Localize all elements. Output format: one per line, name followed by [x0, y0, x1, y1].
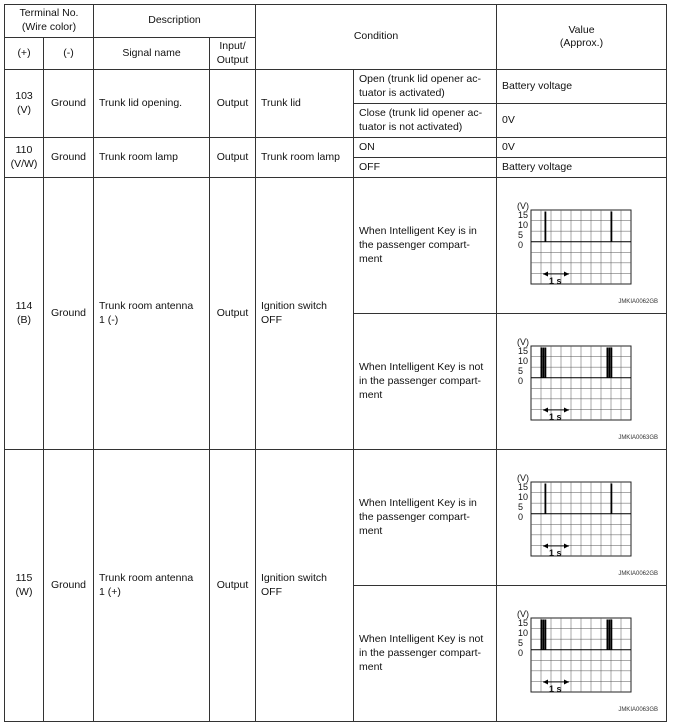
condition-110-off: OFF — [354, 158, 497, 178]
value-103-close: 0V — [497, 104, 667, 138]
terminal-103: 103 (V) — [5, 70, 44, 138]
waveform-y-tick: 10 — [518, 355, 529, 366]
figure-code: JMKIA0062GB — [618, 571, 658, 578]
oscilloscope-waveform — [499, 608, 639, 700]
waveform-unit-label: (V) — [517, 472, 529, 483]
condition-header: Condition — [256, 5, 497, 70]
waveform-y-tick: 0 — [518, 375, 524, 386]
condition-114-out: When Intelligent Key is not in the passenger compart- ment — [354, 314, 497, 450]
terminal-115: 115 (W) — [5, 450, 44, 722]
waveform-unit-label: (V) — [517, 200, 529, 211]
waveform-y-tick: 10 — [518, 491, 529, 502]
waveform-time-label: 1 s — [549, 411, 562, 422]
ground-110: Ground — [44, 138, 94, 178]
signal-110: Trunk room lamp — [94, 138, 210, 178]
condition-115: Ignition switch OFF — [256, 450, 354, 722]
waveform-time-label: 1 s — [549, 683, 562, 694]
waveform-unit-label: (V) — [517, 608, 529, 619]
condition-103: Trunk lid — [256, 70, 354, 138]
waveform-y-tick: 10 — [518, 219, 529, 230]
waveform-unit-label: (V) — [517, 336, 529, 347]
signal-103: Trunk lid opening. — [94, 70, 210, 138]
value-103-open: Battery voltage — [497, 70, 667, 104]
condition-114: Ignition switch OFF — [256, 178, 354, 450]
waveform-y-tick: 5 — [518, 365, 524, 376]
description-header: Description — [94, 5, 256, 38]
figure-code: JMKIA0062GB — [618, 299, 658, 306]
terminal-no-header: Terminal No. (Wire color) — [5, 5, 94, 38]
condition-110-on: ON — [354, 138, 497, 158]
condition-103-open: Open (trunk lid opener ac- tuator is activated) — [354, 70, 497, 104]
oscilloscope-waveform — [499, 472, 639, 564]
signal-115: Trunk room antenna 1 (+) — [94, 450, 210, 722]
condition-110: Trunk room lamp — [256, 138, 354, 178]
plus-header: (+) — [5, 38, 44, 70]
signal-name-header: Signal name — [94, 38, 210, 70]
figure-code: JMKIA0063GB — [618, 435, 658, 442]
condition-115-in: When Intelligent Key is in the passenger compart- ment — [354, 450, 497, 586]
waveform-y-tick: 15 — [518, 481, 529, 492]
signal-114: Trunk room antenna 1 (-) — [94, 178, 210, 450]
oscilloscope-waveform — [499, 336, 639, 428]
value-110-on: 0V — [497, 138, 667, 158]
condition-115-out: When Intelligent Key is not in the passenger compart- ment — [354, 586, 497, 722]
value-header: Value (Approx.) — [497, 5, 667, 70]
waveform-y-tick: 5 — [518, 637, 524, 648]
io-103: Output — [210, 70, 256, 138]
waveform-y-tick: 0 — [518, 647, 524, 658]
terminal-table-page — [4, 4, 666, 722]
waveform-time-label: 1 s — [549, 547, 562, 558]
waveform-114-out — [497, 314, 667, 450]
figure-code: JMKIA0063GB — [618, 707, 658, 714]
waveform-time-label: 1 s — [549, 275, 562, 286]
io-114: Output — [210, 178, 256, 450]
waveform-y-tick: 15 — [518, 617, 529, 628]
waveform-y-tick: 5 — [518, 229, 524, 240]
condition-103-close: Close (trunk lid opener ac- tuator is not activated) — [354, 104, 497, 138]
waveform-115-out — [497, 586, 667, 722]
condition-114-in: When Intelligent Key is in the passenger compart- ment — [354, 178, 497, 314]
waveform-y-tick: 10 — [518, 627, 529, 638]
io-110: Output — [210, 138, 256, 178]
ground-103: Ground — [44, 70, 94, 138]
terminal-110: 110 (V/W) — [5, 138, 44, 178]
waveform-y-tick: 5 — [518, 501, 524, 512]
ground-115: Ground — [44, 450, 94, 722]
io-115: Output — [210, 450, 256, 722]
waveform-y-tick: 15 — [518, 209, 529, 220]
input-output-header: Input/ Output — [210, 38, 256, 70]
ground-114: Ground — [44, 178, 94, 450]
terminal-114: 114 (B) — [5, 178, 44, 450]
waveform-115-in — [497, 450, 667, 586]
minus-header: (-) — [44, 38, 94, 70]
value-110-off: Battery voltage — [497, 158, 667, 178]
waveform-114-in — [497, 178, 667, 314]
waveform-y-tick: 0 — [518, 511, 524, 522]
oscilloscope-waveform — [499, 200, 639, 292]
terminal-value-table — [4, 4, 667, 722]
waveform-y-tick: 15 — [518, 345, 529, 356]
waveform-y-tick: 0 — [518, 239, 524, 250]
